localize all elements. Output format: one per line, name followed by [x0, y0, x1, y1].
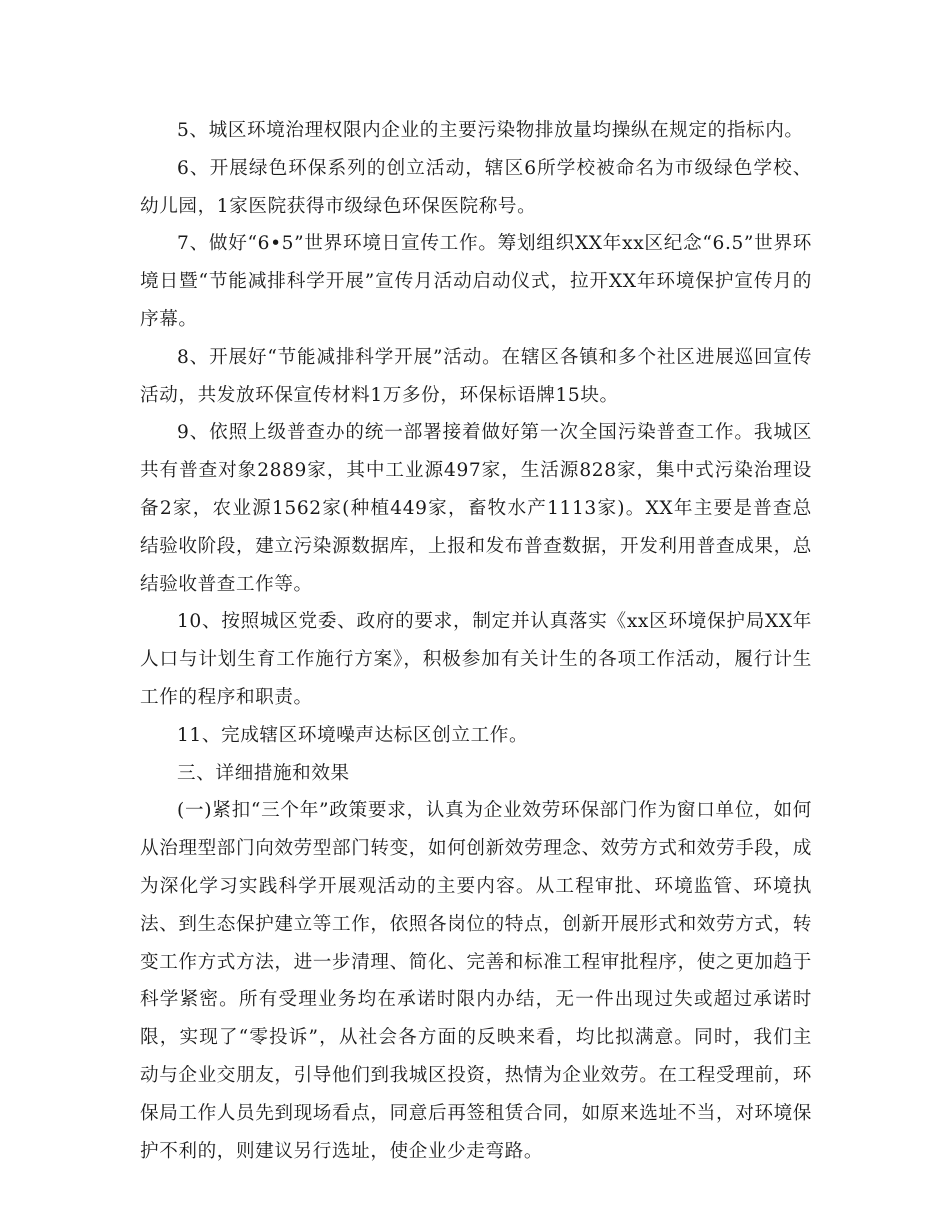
paragraph-item-7: 7、做好“6•5”世界环境日宣传工作。筹划组织XX年xx区纪念“6.5”世界环境日暨“节能减排科学开展”宣传月活动启动仪式，拉开XX年环境保护宣传月的序幕。 — [140, 233, 812, 330]
paragraph-item-6: 6、开展绿色环保系列的创立活动，辖区6所学校被命名为市级绿色学校、幼儿园，1家医院获得市级绿色环保医院称号。 — [140, 157, 812, 217]
paragraph-item-8: 8、开展好“节能减排科学开展”活动。在辖区各镇和多个社区进展巡回宣传活动，共发放环保宣传材料1万多份，环保标语牌15块。 — [140, 346, 812, 406]
paragraph-item-10: 10、按照城区党委、政府的要求，制定并认真落实《xx区环境保护局XX年人口与计划生育工作施行方案》，积极参加有关计生的各项工作活动，履行计生工作的程序和职责。 — [140, 611, 812, 708]
paragraph-item-5: 5、城区环境治理权限内企业的主要污染物排放量均操纵在规定的指标内。 — [177, 120, 804, 141]
paragraph-item-9: 9、依照上级普查办的统一部署接着做好第一次全国污染普查工作。我城区共有普查对象2889家，其中工业源497家，生活源828家，集中式污染治理设备2家，农业源1562家(种植449家，畜牧水产1113家)。XX年主要是普查总结验收阶段，建立污染源数据库，上报和发布普查数据，开发利用普查成果，总结验收普查工作等。 — [140, 422, 812, 595]
paragraph-measures: (一)紧扣“三个年”政策要求，认真为企业效劳环保部门作为窗口单位，如何从治理型部门向效劳型部门转变，如何创新效劳理念、效劳方式和效劳手段，成为深化学习实践科学开展观活动的主要内容。从工程审批、环境监管、环境执法、到生态保护建立等工作，依照各岗位的特点，创新开展形式和效劳方式，转变工作方式方法，进一步清理、简化、完善和标准工程审批程序，使之更加趋于科学紧密。所有受理业务均在承诺时限内办结，无一件出现过失或超过承诺时限，实现了“零投诉”，从社会各方面的反映来看，均比拟满意。同时，我们主动与企业交朋友，引导他们到我城区投资，热情为企业效劳。在工程受理前，环保局工作人员先到现场看点，同意后再签租赁合同，如原来选址不当，对环境保护不利的，则建议另行选址，使企业少走弯路。 — [140, 800, 812, 1162]
document-body — [140, 112, 812, 1170]
paragraph-item-11: 11、完成辖区环境噪声达标区创立工作。 — [177, 724, 529, 746]
section-heading: 三、详细措施和效果 — [177, 762, 350, 784]
